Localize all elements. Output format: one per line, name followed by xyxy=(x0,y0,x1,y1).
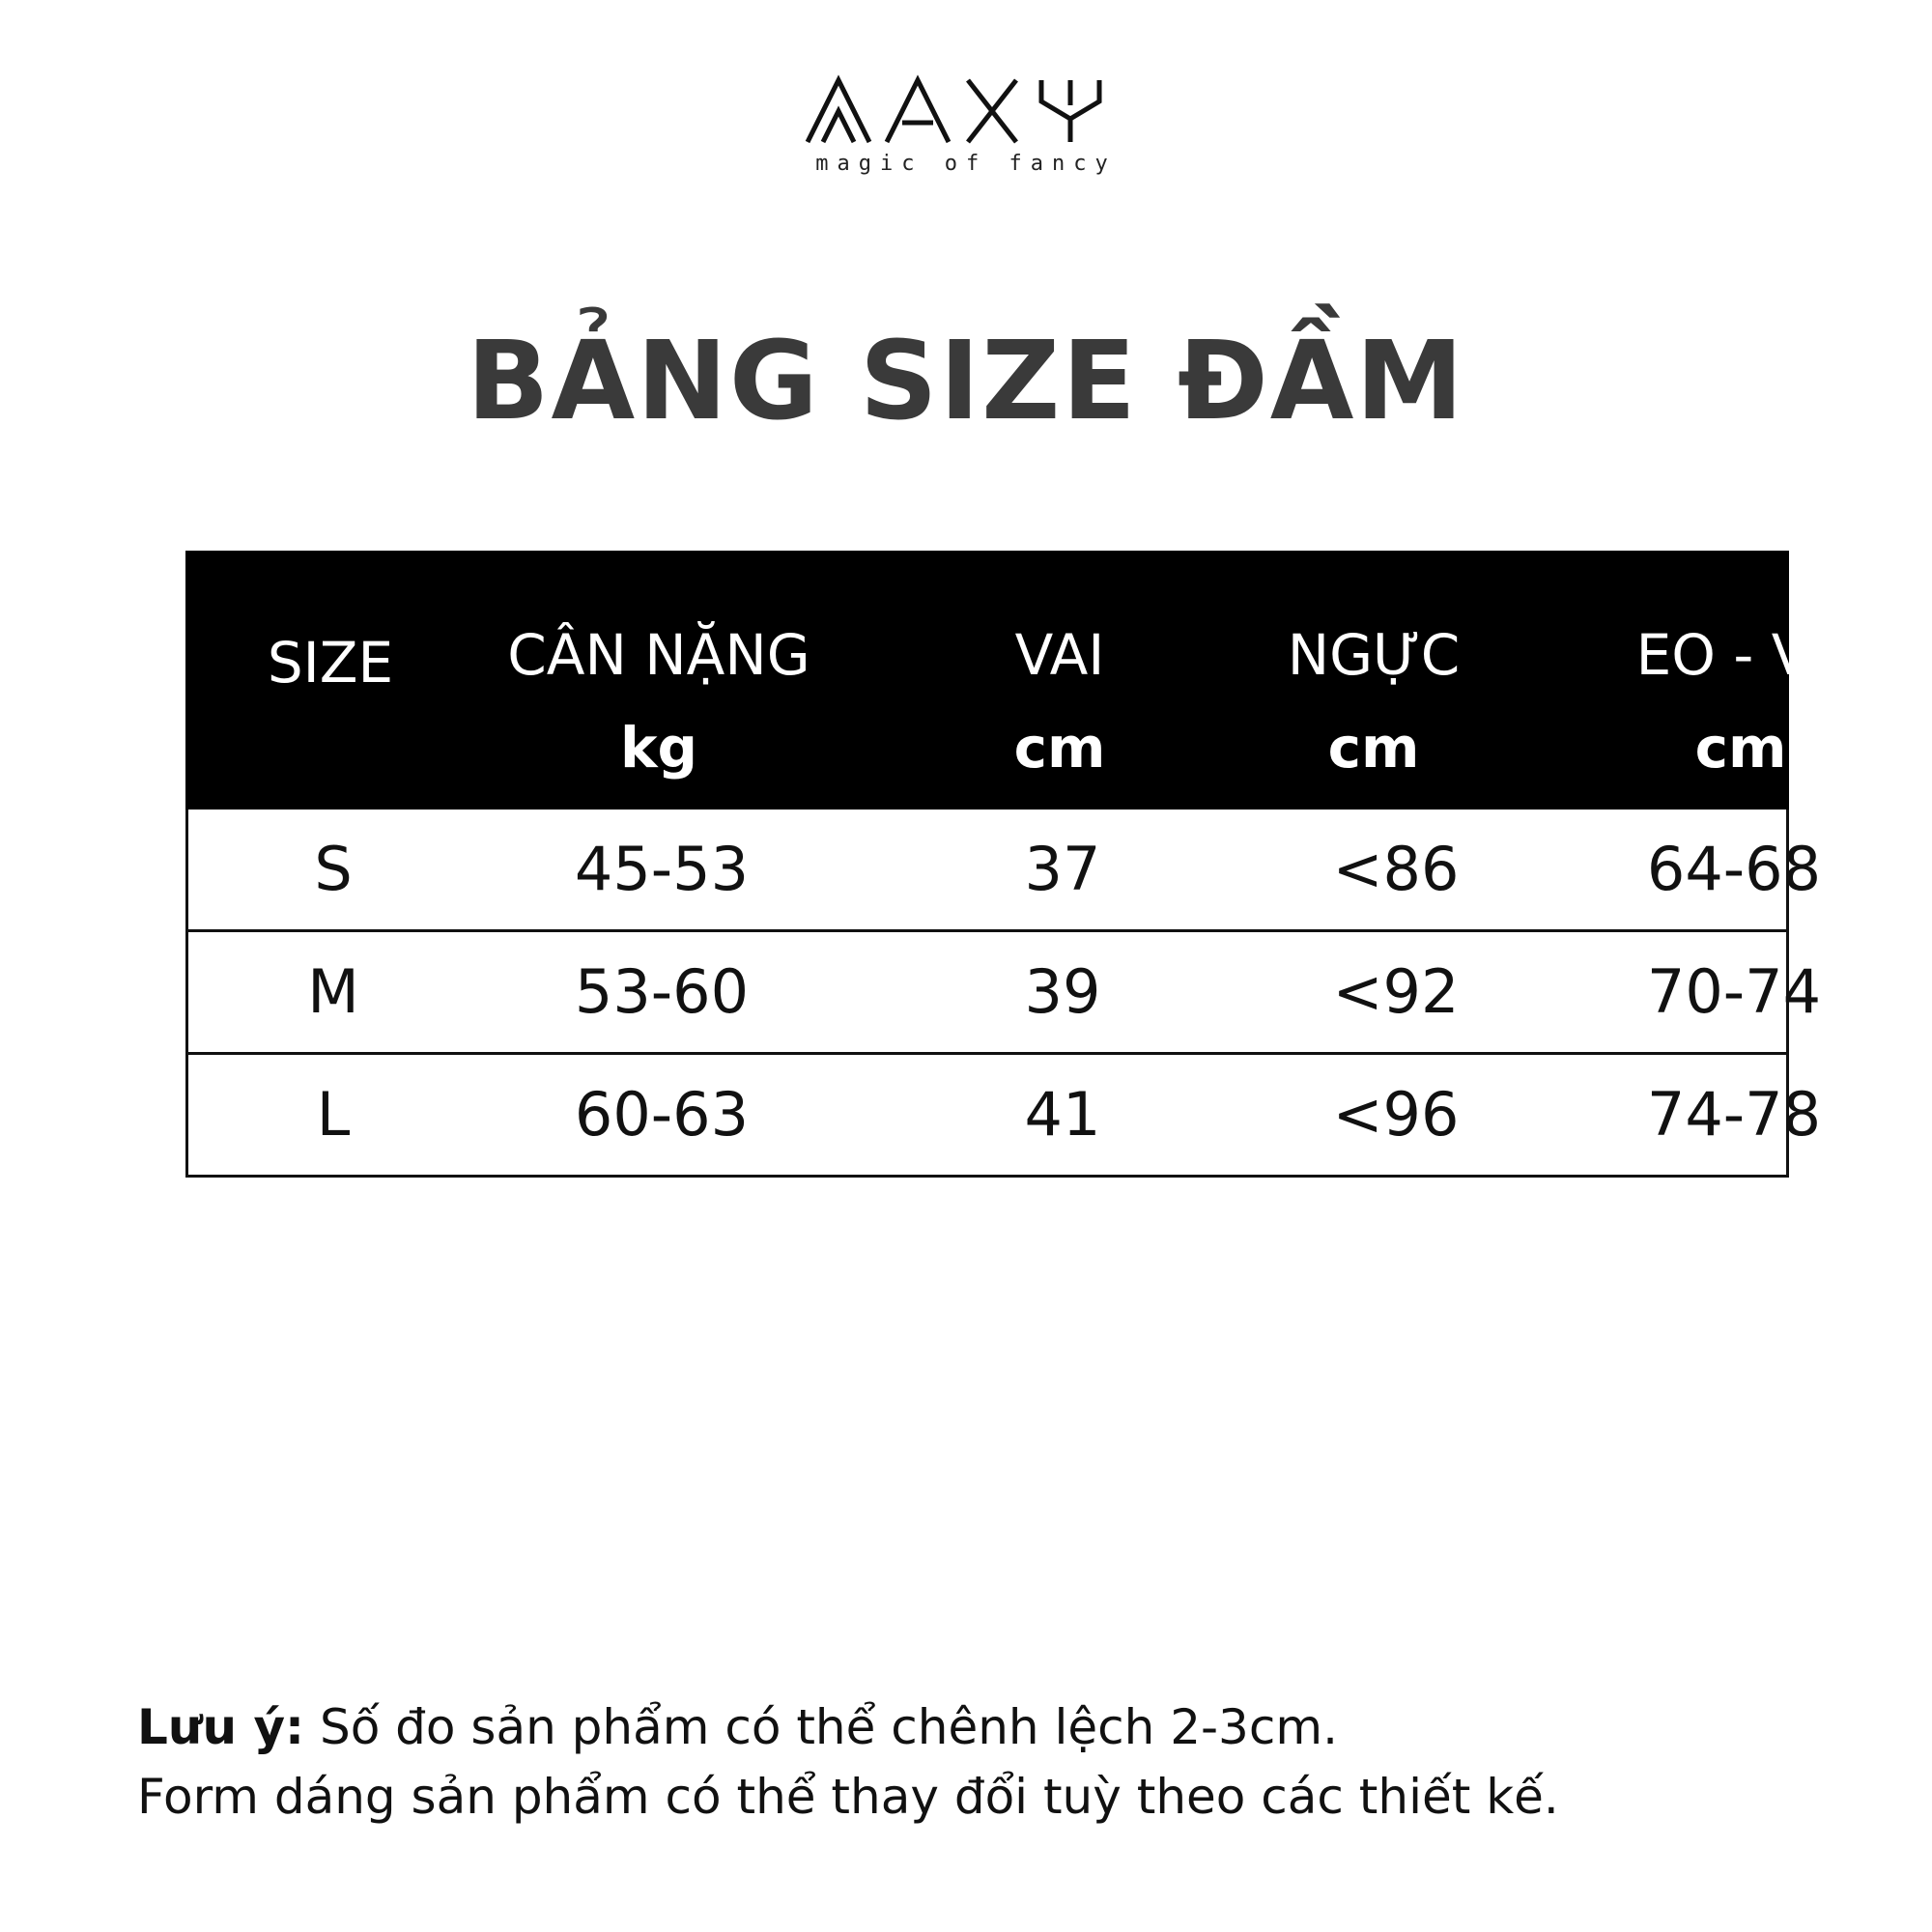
size-table xyxy=(185,551,1846,1178)
cell-weight: 53-60 xyxy=(574,956,750,1027)
cell-waist: 64-68 xyxy=(1646,834,1822,904)
table-row xyxy=(188,1055,1822,1178)
table-header xyxy=(185,551,1846,810)
cell-size: S xyxy=(314,834,353,904)
cell-shoulder: 37 xyxy=(1024,834,1101,904)
table-row xyxy=(188,932,1822,1055)
cell-chest: <86 xyxy=(1332,834,1460,904)
table-body xyxy=(185,810,1822,1178)
cell-shoulder: 39 xyxy=(1024,956,1101,1027)
cell-size: M xyxy=(307,956,359,1027)
header-waist: EO - V2 cm xyxy=(1635,622,1846,781)
cell-chest: <96 xyxy=(1332,1079,1460,1150)
header-chest: NGỰC cm xyxy=(1287,622,1461,781)
cell-size: L xyxy=(316,1079,351,1150)
page-title: BẢNG SIZE ĐẦM xyxy=(467,319,1465,444)
brand-tagline: magic of fancy xyxy=(815,152,1117,176)
cell-chest: <92 xyxy=(1332,956,1460,1027)
note-line-2: Form dáng sản phẩm có thể thay đổi tuỳ theo các thiết kế. xyxy=(137,1769,1559,1825)
brand-logo xyxy=(802,72,1130,179)
cell-waist: 70-74 xyxy=(1646,956,1822,1027)
cell-weight: 45-53 xyxy=(574,834,750,904)
note-label: Lưu ý: xyxy=(137,1699,305,1755)
note-block xyxy=(137,1692,1876,1832)
cell-waist: 74-78 xyxy=(1646,1079,1822,1150)
cell-weight: 60-63 xyxy=(574,1079,750,1150)
cell-shoulder: 41 xyxy=(1024,1079,1101,1150)
header-size: SIZE xyxy=(267,630,394,696)
maxy-logo-mark xyxy=(802,72,1130,150)
note-line-1 xyxy=(137,1692,1876,1762)
header-shoulder: VAI cm xyxy=(1013,622,1106,781)
note-text-1: Số đo sản phẩm có thể chênh lệch 2-3cm. xyxy=(319,1699,1338,1755)
header-weight: CÂN NẶNG kg xyxy=(507,622,810,781)
table-row xyxy=(188,810,1822,932)
